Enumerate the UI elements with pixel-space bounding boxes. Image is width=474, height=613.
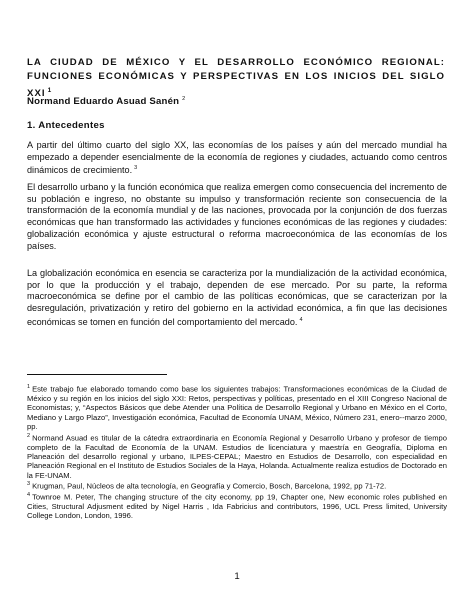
page-number: 1	[234, 571, 240, 582]
footnote-text: Townroe M. Peter, The changing structure of the city economy, pp 19, Chapter one, New economic roles published en Cities, Structural Adjusment edited by Nigel Harris , Ida Fabricius and contributors, 1996, UCL Press limited, University College London, London, 1996.	[27, 492, 447, 521]
title-footnote-ref[interactable]: 1	[47, 87, 52, 94]
footnote-number: 2	[27, 432, 31, 439]
document-title	[27, 56, 445, 101]
footnote-number: 4	[27, 492, 31, 499]
paragraph-text: A partir del último cuarto del siglo XX, las economías de los países y aún del mercado mundial ha empezado a depender esencialmente de la economía de regiones y ciudades, actuando como centros dinámicos de crecimiento.	[27, 140, 447, 176]
footnote	[27, 432, 447, 481]
paragraph-text: La globalización económica en esencia se caracteriza por la mundialización de la actividad económica, por lo que la producción y el trabajo, dependen de ese mercado. Por su parte, la reforma macroeconómica se define por el cambio de las políticas económicas, que se caracterizan por la desregulación, privatización y retiro del gobierno en la actividad económica, a fin que las decisiones económicas se tomen en función del comportamiento del mercado.	[27, 268, 447, 327]
author-footnote-ref[interactable]: 2	[182, 96, 186, 102]
footnote-ref[interactable]: 3	[134, 165, 138, 172]
paragraph-text: El desarrollo urbano y la función económica que realiza emergen como consecuencia del incremento de su población e ingreso, no obstante su impulso y transformación reciente son consecuencia de la transformación de la economía mundial y de las naciones, provocada por la conjunción de dos fuerzas económicas que han transformado las actividades y funciones económicas de las regiones y ciudades: globalización económica y ajuste estructural o reforma macroeconómica de las economías de los países.	[27, 182, 447, 251]
footnote-separator	[27, 374, 167, 375]
footnotes	[27, 383, 447, 521]
body-paragraph	[27, 182, 447, 252]
footnote-ref[interactable]: 4	[299, 316, 303, 323]
author-text: Normand Eduardo Asuad Sanén	[27, 96, 180, 108]
footnote	[27, 491, 447, 521]
footnote	[27, 480, 447, 491]
title-text: LA CIUDAD DE MÉXICO Y EL DESARROLLO ECONÓMICO REGIONAL: FUNCIONES ECONÓMICAS Y PERSPECTIVAS EN LOS INICIOS DEL SIGLO XXI	[27, 57, 445, 100]
body-paragraph	[27, 140, 447, 177]
section-heading: 1. Antecedentes	[27, 120, 105, 131]
footnote-number: 1	[27, 384, 31, 390]
footnote-text: Este trabajo fue elaborado tomando como base los siguientes trabajos: Transformaciones económicas de la Ciudad de México y su región en los inicios del siglo XXI: Retos, perspectivas y políticas, presentado en el XIII Congreso Nacional de Economistas; y, “Aspectos Básicos que debe Atender una Política de Desarrollo Regional y Urbano en México en el Corto, Mediano y Largo Plazo”, Investigación económica, Facultad de Economía UNAM, México, Número 231, enero--marzo 2000, pp.	[27, 384, 447, 432]
author-name	[27, 96, 185, 107]
body-paragraph	[27, 268, 447, 329]
footnote	[27, 383, 447, 432]
footnote-number: 3	[27, 481, 31, 488]
footnote-text: Krugman, Paul, Núcleos de alta tecnología, en Geografía y Comercio, Bosch, Barcelona, 1992, pp 71-72.	[32, 481, 387, 491]
footnote-text: Normand Asuad es titular de la cátedra extraordinaria en Economía Regional y Desarrollo Urbano y profesor de tiempo completo de la Facultad de Economía de la UNAM. Estudios de licenciatura y maestría en Geografía, Diploma en Planeación del desarrollo regional y urbano, ILPES-CEPAL; Maestro en Estudios de Desarrollo, con especialidad en Planeación Regional en el Instituto de Estudios Sociales de la Haya, Holanda. Actualmente realiza estudios de Doctorado en la FE-UNAM.	[27, 433, 447, 480]
